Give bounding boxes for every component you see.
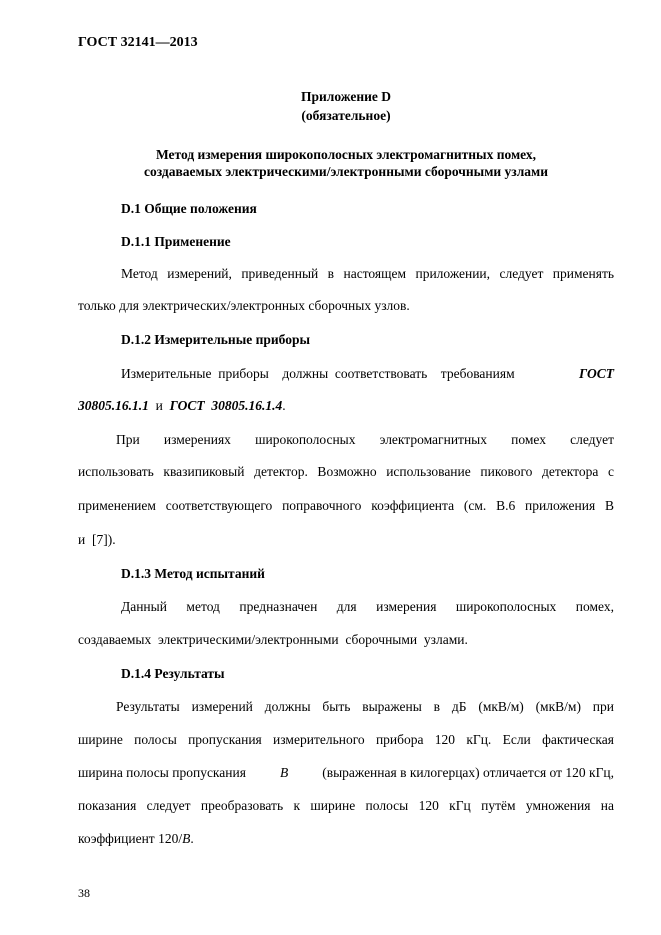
paragraph-line: ширине полосы пропускания измерительного прибора 120 кГц. Если фактическая — [78, 732, 614, 747]
paragraph-line — [78, 764, 614, 782]
standard-reference: ГОСТ 30805.16.1.4 — [169, 398, 283, 413]
heading-d11: D.1.1 Применение — [121, 234, 231, 249]
paragraph-line: использовать квазипиковый детектор. Возможно использование пикового детектора с — [78, 464, 614, 479]
paragraph-line: Метод измерений, приведенный в настоящем приложении, следует применять — [121, 266, 614, 281]
paragraph-line: При измерениях широкополосных электромагнитных помех следует — [116, 432, 614, 447]
variable: B — [182, 831, 191, 846]
heading-d12: D.1.2 Измерительные приборы — [121, 332, 311, 347]
standard-reference: ГОСТ — [579, 366, 614, 381]
text: ширина полосы пропускания — [78, 765, 246, 780]
heading-d14: D.1.4 Результаты — [121, 666, 225, 681]
text: (выраженная в килогерцах) отличается от 120 кГц, — [322, 765, 614, 780]
section-title-line-1: Метод измерения широкополосных электромагнитных помех, — [155, 147, 537, 162]
document-header: ГОСТ 32141—2013 — [78, 35, 198, 50]
appendix-status: (обязательное) — [301, 108, 391, 123]
text: . — [282, 398, 286, 413]
text: и — [155, 398, 163, 413]
variable: B — [279, 765, 289, 780]
paragraph-line: Данный метод предназначен для измерения широкополосных помех, — [121, 599, 614, 614]
text: . — [190, 831, 194, 846]
text: Измерительные приборы должны соответствовать требованиям — [121, 366, 515, 381]
paragraph-line — [78, 830, 614, 848]
heading-d1: D.1 Общие положения — [121, 201, 257, 216]
paragraph-line: показания следует преобразовать к ширине полосы 120 кГц путём умножения на — [78, 798, 614, 813]
paragraph-line: только для электрических/электронных сборочных узлов. — [78, 298, 410, 313]
paragraph-line — [78, 397, 614, 415]
heading-d13: D.1.3 Метод испытаний — [121, 566, 265, 581]
section-title-line-2: создаваемых электрическими/электронными сборочными узлами — [143, 164, 549, 179]
page-number: 38 — [78, 886, 90, 900]
text: коэффициент 120/ — [78, 831, 183, 846]
paragraph-line: Результаты измерений должны быть выражены в дБ (мкВ/м) (мкВ/м) при — [116, 699, 614, 714]
paragraph-line: и [7]). — [78, 532, 116, 547]
paragraph-line — [78, 365, 614, 383]
paragraph-line: применением соответствующего поправочного коэффициента (см. В.6 приложения В — [78, 498, 614, 513]
paragraph-line: создаваемых электрическими/электронными сборочными узлами. — [78, 632, 468, 647]
standard-reference: 30805.16.1.1 — [78, 398, 149, 413]
appendix-title: Приложение D — [300, 89, 392, 104]
